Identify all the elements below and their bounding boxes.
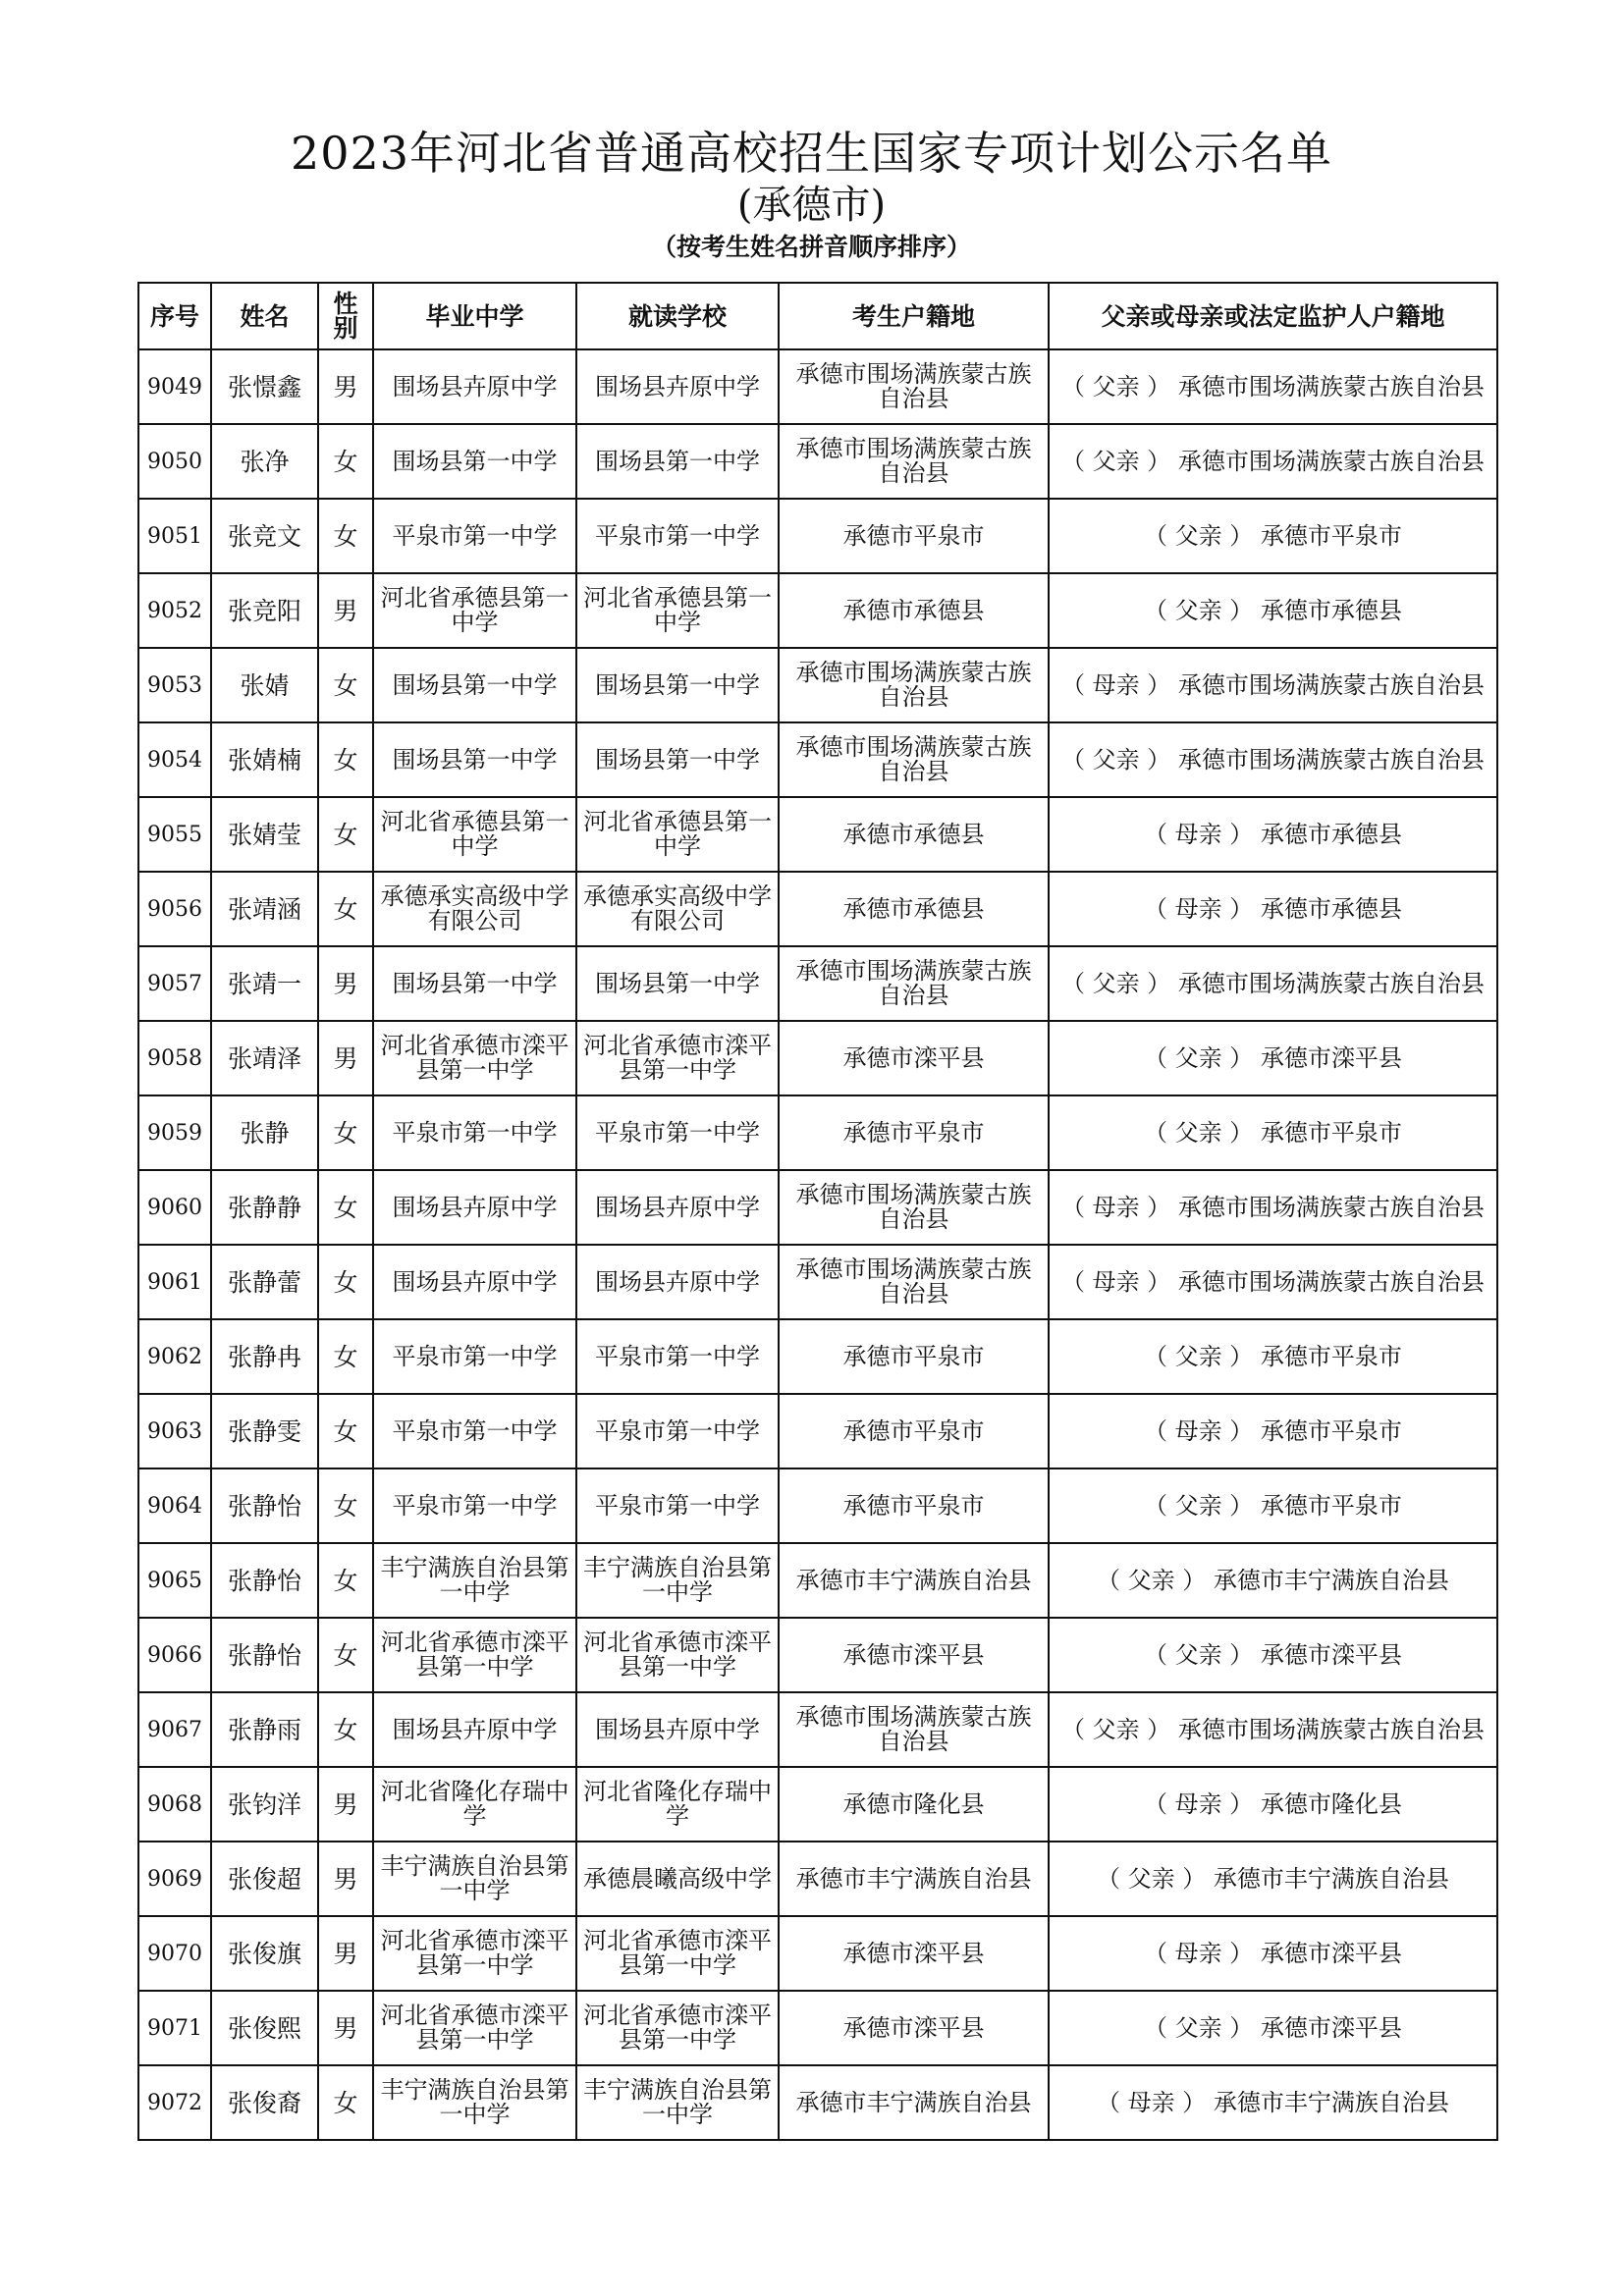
cell-current-school: 丰宁满族自治县第一中学	[576, 1543, 779, 1618]
cell-gender: 女	[318, 722, 373, 797]
cell-student-hukou: 承德市丰宁满族自治县	[779, 1842, 1049, 1916]
cell-student-hukou: 承德市滦平县	[779, 1916, 1049, 1991]
cell-current-school: 平泉市第一中学	[576, 1468, 779, 1543]
cell-seq: 9071	[138, 1991, 211, 2065]
header-student-hukou: 考生户籍地	[779, 283, 1049, 349]
cell-gender: 女	[318, 1245, 373, 1319]
table-row	[138, 1245, 1497, 1319]
cell-gender: 女	[318, 1170, 373, 1245]
cell-name: 张俊旗	[211, 1916, 318, 1991]
cell-name: 张静怡	[211, 1543, 318, 1618]
table-row	[138, 1394, 1497, 1468]
table-row	[138, 1543, 1497, 1618]
cell-student-hukou: 承德市围场满族蒙古族自治县	[779, 424, 1049, 499]
cell-student-hukou: 承德市平泉市	[779, 1319, 1049, 1394]
cell-student-hukou: 承德市丰宁满族自治县	[779, 1543, 1049, 1618]
cell-gender: 女	[318, 499, 373, 573]
cell-guardian-hukou: （ 母亲 ） 承德市丰宁满族自治县	[1049, 2065, 1497, 2140]
cell-name: 张靖涵	[211, 872, 318, 946]
cell-current-school: 河北省承德县第一中学	[576, 573, 779, 648]
cell-graduation-school: 河北省承德县第一中学	[373, 573, 576, 648]
cell-current-school: 围场县第一中学	[576, 424, 779, 499]
cell-current-school: 平泉市第一中学	[576, 1394, 779, 1468]
header-gender: 性别	[318, 283, 373, 349]
cell-name: 张婧	[211, 648, 318, 722]
cell-student-hukou: 承德市滦平县	[779, 1991, 1049, 2065]
cell-gender: 女	[318, 1543, 373, 1618]
cell-seq: 9054	[138, 722, 211, 797]
cell-student-hukou: 承德市平泉市	[779, 1095, 1049, 1170]
cell-seq: 9055	[138, 797, 211, 872]
cell-current-school: 平泉市第一中学	[576, 499, 779, 573]
cell-current-school: 围场县卉原中学	[576, 1245, 779, 1319]
cell-name: 张静雯	[211, 1394, 318, 1468]
cell-graduation-school: 围场县第一中学	[373, 424, 576, 499]
cell-guardian-hukou: （ 父亲 ） 承德市平泉市	[1049, 1468, 1497, 1543]
cell-name: 张靖一	[211, 946, 318, 1021]
cell-student-hukou: 承德市承德县	[779, 872, 1049, 946]
cell-graduation-school: 河北省隆化存瑞中学	[373, 1767, 576, 1842]
cell-graduation-school: 丰宁满族自治县第一中学	[373, 2065, 576, 2140]
cell-guardian-hukou: （ 父亲 ） 承德市滦平县	[1049, 1618, 1497, 1692]
table-row	[138, 648, 1497, 722]
cell-guardian-hukou: （ 母亲 ） 承德市平泉市	[1049, 1394, 1497, 1468]
cell-seq: 9067	[138, 1692, 211, 1767]
cell-current-school: 围场县卉原中学	[576, 1692, 779, 1767]
cell-guardian-hukou: （ 父亲 ） 承德市围场满族蒙古族自治县	[1049, 424, 1497, 499]
cell-gender: 男	[318, 1842, 373, 1916]
header-name: 姓名	[211, 283, 318, 349]
cell-seq: 9072	[138, 2065, 211, 2140]
cell-guardian-hukou: （ 父亲 ） 承德市平泉市	[1049, 1095, 1497, 1170]
cell-student-hukou: 承德市围场满族蒙古族自治县	[779, 722, 1049, 797]
cell-graduation-school: 丰宁满族自治县第一中学	[373, 1543, 576, 1618]
cell-gender: 男	[318, 1767, 373, 1842]
cell-graduation-school: 丰宁满族自治县第一中学	[373, 1842, 576, 1916]
cell-guardian-hukou: （ 父亲 ） 承德市围场满族蒙古族自治县	[1049, 1692, 1497, 1767]
cell-seq: 9049	[138, 349, 211, 424]
cell-guardian-hukou: （ 母亲 ） 承德市围场满族蒙古族自治县	[1049, 1245, 1497, 1319]
cell-student-hukou: 承德市丰宁满族自治县	[779, 2065, 1049, 2140]
cell-current-school: 河北省承德市滦平县第一中学	[576, 1991, 779, 2065]
cell-gender: 女	[318, 424, 373, 499]
cell-gender: 男	[318, 1991, 373, 2065]
cell-name: 张俊熙	[211, 1991, 318, 2065]
cell-current-school: 河北省隆化存瑞中学	[576, 1767, 779, 1842]
cell-graduation-school: 围场县第一中学	[373, 946, 576, 1021]
header-guardian-hukou: 父亲或母亲或法定监护人户籍地	[1049, 283, 1497, 349]
cell-graduation-school: 平泉市第一中学	[373, 499, 576, 573]
cell-name: 张竞阳	[211, 573, 318, 648]
header-current-school: 就读学校	[576, 283, 779, 349]
cell-seq: 9060	[138, 1170, 211, 1245]
table-row	[138, 1767, 1497, 1842]
cell-guardian-hukou: （ 母亲 ） 承德市围场满族蒙古族自治县	[1049, 1170, 1497, 1245]
cell-graduation-school: 河北省承德市滦平县第一中学	[373, 1021, 576, 1095]
cell-seq: 9070	[138, 1916, 211, 1991]
document-subtitle: (承德市)	[736, 183, 887, 228]
cell-graduation-school: 平泉市第一中学	[373, 1394, 576, 1468]
cell-seq: 9057	[138, 946, 211, 1021]
table-row	[138, 722, 1497, 797]
cell-gender: 男	[318, 1021, 373, 1095]
cell-seq: 9056	[138, 872, 211, 946]
cell-graduation-school: 河北省承德市滦平县第一中学	[373, 1618, 576, 1692]
cell-student-hukou: 承德市隆化县	[779, 1767, 1049, 1842]
cell-name: 张净	[211, 424, 318, 499]
cell-guardian-hukou: （ 父亲 ） 承德市围场满族蒙古族自治县	[1049, 946, 1497, 1021]
cell-graduation-school: 围场县卉原中学	[373, 349, 576, 424]
cell-student-hukou: 承德市平泉市	[779, 1468, 1049, 1543]
cell-name: 张静雨	[211, 1692, 318, 1767]
cell-seq: 9062	[138, 1319, 211, 1394]
cell-gender: 女	[318, 1468, 373, 1543]
table-row	[138, 1692, 1497, 1767]
cell-current-school: 承德晨曦高级中学	[576, 1842, 779, 1916]
cell-guardian-hukou: （ 母亲 ） 承德市承德县	[1049, 797, 1497, 872]
cell-student-hukou: 承德市滦平县	[779, 1618, 1049, 1692]
table-row	[138, 1468, 1497, 1543]
cell-current-school: 河北省承德市滦平县第一中学	[576, 1916, 779, 1991]
table-row	[138, 1021, 1497, 1095]
table-row	[138, 1916, 1497, 1991]
cell-student-hukou: 承德市围场满族蒙古族自治县	[779, 349, 1049, 424]
cell-seq: 9058	[138, 1021, 211, 1095]
cell-student-hukou: 承德市围场满族蒙古族自治县	[779, 648, 1049, 722]
cell-graduation-school: 河北省承德市滦平县第一中学	[373, 1991, 576, 2065]
cell-gender: 男	[318, 946, 373, 1021]
cell-current-school: 围场县第一中学	[576, 648, 779, 722]
cell-guardian-hukou: （ 父亲 ） 承德市滦平县	[1049, 1021, 1497, 1095]
cell-name: 张钧洋	[211, 1767, 318, 1842]
cell-current-school: 承德承实高级中学有限公司	[576, 872, 779, 946]
table-row	[138, 1095, 1497, 1170]
cell-name: 张婧莹	[211, 797, 318, 872]
table-row	[138, 349, 1497, 424]
cell-seq: 9061	[138, 1245, 211, 1319]
table-row	[138, 2065, 1497, 2140]
cell-name: 张婧楠	[211, 722, 318, 797]
cell-guardian-hukou: （ 父亲 ） 承德市丰宁满族自治县	[1049, 1842, 1497, 1916]
table-row	[138, 946, 1497, 1021]
table-row	[138, 1618, 1497, 1692]
cell-current-school: 平泉市第一中学	[576, 1319, 779, 1394]
cell-graduation-school: 围场县卉原中学	[373, 1692, 576, 1767]
cell-guardian-hukou: （ 母亲 ） 承德市隆化县	[1049, 1767, 1497, 1842]
cell-seq: 9069	[138, 1842, 211, 1916]
cell-gender: 女	[318, 1692, 373, 1767]
cell-seq: 9068	[138, 1767, 211, 1842]
cell-graduation-school: 河北省承德市滦平县第一中学	[373, 1916, 576, 1991]
cell-seq: 9052	[138, 573, 211, 648]
cell-seq: 9066	[138, 1618, 211, 1692]
cell-current-school: 围场县第一中学	[576, 722, 779, 797]
cell-name: 张俊裔	[211, 2065, 318, 2140]
cell-guardian-hukou: （ 父亲 ） 承德市滦平县	[1049, 1991, 1497, 2065]
cell-current-school: 围场县第一中学	[576, 946, 779, 1021]
cell-student-hukou: 承德市围场满族蒙古族自治县	[779, 1170, 1049, 1245]
cell-student-hukou: 承德市围场满族蒙古族自治县	[779, 1245, 1049, 1319]
cell-guardian-hukou: （ 母亲 ） 承德市围场满族蒙古族自治县	[1049, 648, 1497, 722]
cell-graduation-school: 围场县第一中学	[373, 648, 576, 722]
cell-name: 张静怡	[211, 1618, 318, 1692]
cell-guardian-hukou: （ 父亲 ） 承德市围场满族蒙古族自治县	[1049, 722, 1497, 797]
cell-student-hukou: 承德市围场满族蒙古族自治县	[779, 1692, 1049, 1767]
cell-student-hukou: 承德市围场满族蒙古族自治县	[779, 946, 1049, 1021]
cell-seq: 9063	[138, 1394, 211, 1468]
cell-name: 张静静	[211, 1170, 318, 1245]
cell-gender: 女	[318, 2065, 373, 2140]
table-row	[138, 797, 1497, 872]
table-row	[138, 424, 1497, 499]
cell-current-school: 丰宁满族自治县第一中学	[576, 2065, 779, 2140]
cell-student-hukou: 承德市平泉市	[779, 1394, 1049, 1468]
document-title: 2023年河北省普通高校招生国家专项计划公示名单	[290, 127, 1333, 180]
cell-current-school: 围场县卉原中学	[576, 349, 779, 424]
table-row	[138, 872, 1497, 946]
cell-name: 张静蕾	[211, 1245, 318, 1319]
cell-gender: 女	[318, 1095, 373, 1170]
cell-current-school: 平泉市第一中学	[576, 1095, 779, 1170]
cell-name: 张静冉	[211, 1319, 318, 1394]
table-row	[138, 1991, 1497, 2065]
cell-seq: 9050	[138, 424, 211, 499]
cell-gender: 男	[318, 573, 373, 648]
cell-gender: 男	[318, 349, 373, 424]
cell-guardian-hukou: （ 父亲 ） 承德市平泉市	[1049, 499, 1497, 573]
cell-current-school: 河北省承德市滦平县第一中学	[576, 1021, 779, 1095]
cell-student-hukou: 承德市承德县	[779, 797, 1049, 872]
table-row	[138, 499, 1497, 573]
cell-current-school: 河北省承德市滦平县第一中学	[576, 1618, 779, 1692]
cell-seq: 9051	[138, 499, 211, 573]
cell-guardian-hukou: （ 父亲 ） 承德市平泉市	[1049, 1319, 1497, 1394]
cell-student-hukou: 承德市平泉市	[779, 499, 1049, 573]
cell-current-school: 围场县卉原中学	[576, 1170, 779, 1245]
cell-graduation-school: 承德承实高级中学有限公司	[373, 872, 576, 946]
cell-student-hukou: 承德市承德县	[779, 573, 1049, 648]
cell-seq: 9065	[138, 1543, 211, 1618]
cell-gender: 女	[318, 1394, 373, 1468]
cell-guardian-hukou: （ 父亲 ） 承德市围场满族蒙古族自治县	[1049, 349, 1497, 424]
cell-gender: 男	[318, 1916, 373, 1991]
cell-gender: 女	[318, 1618, 373, 1692]
cell-graduation-school: 围场县卉原中学	[373, 1245, 576, 1319]
cell-seq: 9053	[138, 648, 211, 722]
cell-name: 张俊超	[211, 1842, 318, 1916]
cell-name: 张靖泽	[211, 1021, 318, 1095]
cell-graduation-school: 平泉市第一中学	[373, 1319, 576, 1394]
cell-graduation-school: 围场县第一中学	[373, 722, 576, 797]
cell-guardian-hukou: （ 父亲 ） 承德市承德县	[1049, 573, 1497, 648]
cell-guardian-hukou: （ 父亲 ） 承德市丰宁满族自治县	[1049, 1543, 1497, 1618]
table-row	[138, 1170, 1497, 1245]
roster-table	[137, 282, 1498, 2141]
cell-graduation-school: 平泉市第一中学	[373, 1468, 576, 1543]
table-row	[138, 1319, 1497, 1394]
table-row	[138, 573, 1497, 648]
cell-guardian-hukou: （ 母亲 ） 承德市滦平县	[1049, 1916, 1497, 1991]
cell-name: 张竞文	[211, 499, 318, 573]
cell-current-school: 河北省承德县第一中学	[576, 797, 779, 872]
header-seq: 序号	[138, 283, 211, 349]
cell-name: 张静怡	[211, 1468, 318, 1543]
cell-graduation-school: 围场县卉原中学	[373, 1170, 576, 1245]
cell-seq: 9064	[138, 1468, 211, 1543]
cell-guardian-hukou: （ 母亲 ） 承德市承德县	[1049, 872, 1497, 946]
cell-gender: 女	[318, 797, 373, 872]
cell-name: 张静	[211, 1095, 318, 1170]
sort-note: （按考生姓名拼音顺序排序）	[651, 233, 971, 261]
table-header-row	[138, 283, 1497, 349]
cell-gender: 女	[318, 1319, 373, 1394]
table-body	[138, 349, 1497, 2140]
header-graduation-school: 毕业中学	[373, 283, 576, 349]
cell-gender: 女	[318, 648, 373, 722]
cell-graduation-school: 河北省承德县第一中学	[373, 797, 576, 872]
cell-graduation-school: 平泉市第一中学	[373, 1095, 576, 1170]
cell-seq: 9059	[138, 1095, 211, 1170]
cell-student-hukou: 承德市滦平县	[779, 1021, 1049, 1095]
cell-gender: 女	[318, 872, 373, 946]
table-row	[138, 1842, 1497, 1916]
cell-name: 张憬鑫	[211, 349, 318, 424]
